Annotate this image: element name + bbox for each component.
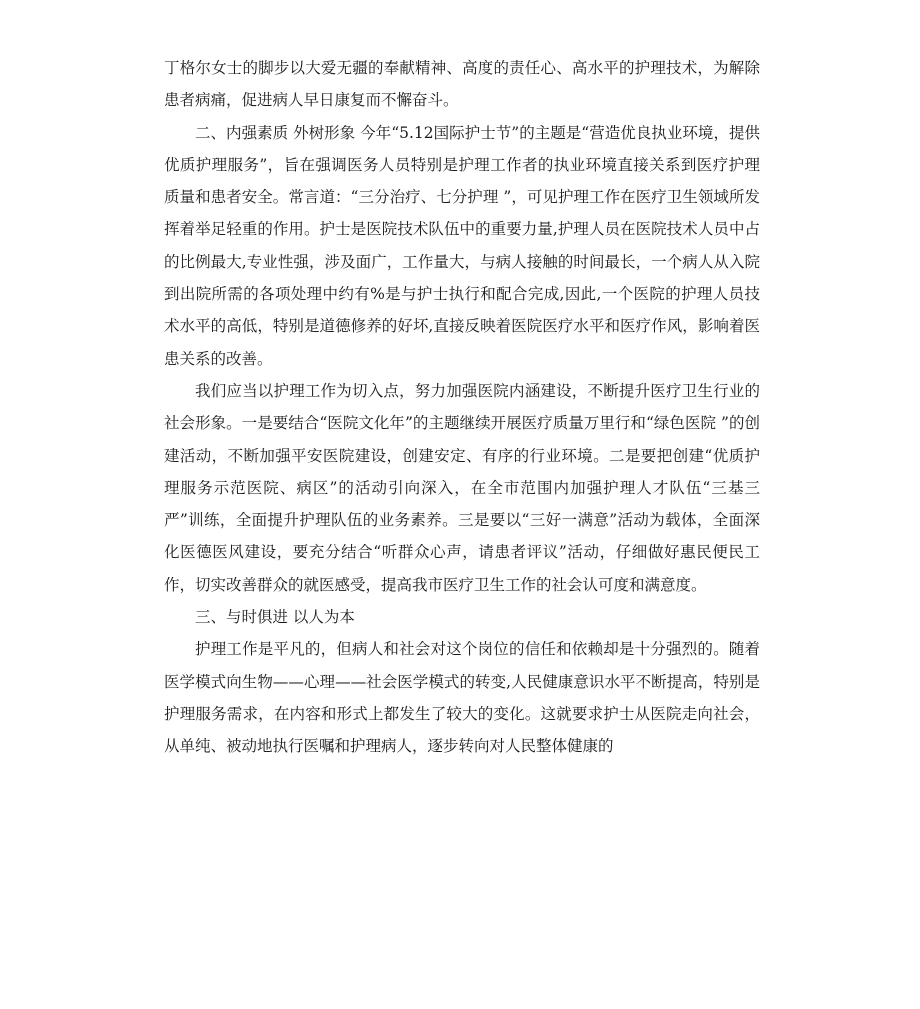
paragraph-section-three: 护理工作是平凡的，但病人和社会对这个岗位的信任和依赖却是十分强烈的。随着医学模式向生物——心理——社会医学模式的转变,人民健康意识水平不断提高，特别是护理服务需求，在内容和形式上都发生了较大的变化。这就要求护士从医院走向社会，从单纯、被动地执行医嘱和护理病人，逐步转向对人民整体健康的	[164, 640, 760, 756]
document-body	[164, 52, 760, 763]
paragraph-section-two: 二、内强素质 外树形象 今年“5.12国际护士节”的主题是“营造优良执业环境，提供优质护理服务”，旨在强调医务人员特别是护理工作者的执业环境直接关系到医疗护理质量和患者安全。常言道：“三分治疗、七分护理 ”，可见护理工作在医疗卫生领域所发挥着举足轻重的作用。护士是医院技术队伍中的重要力量,护理人员在医院技术人员中占的比例最大,专业性强，涉及面广，工作量大，与病人接触的时间最长，一个病人从入院到出院所需的各项处理中约有%是与护士执行和配合完成,因此,一个医院的护理人员技术水平的高低，特别是道德修养的好坏,直接反映着医院医疗水平和医疗作风，影响着医患关系的改善。	[164, 123, 760, 368]
paragraph-measures: 我们应当以护理工作为切入点，努力加强医院内涵建设，不断提升医疗卫生行业的社会形象。一是要结合“医院文化年”的主题继续开展医疗质量万里行和“绿色医院 ”的创建活动，不断加强平安医院建设，创建安定、有序的行业环境。二是要把创建“优质护理服务示范医院、病区”的活动引向深入，在全市范围内加强护理人才队伍“三基三严”训练，全面提升护理队伍的业务素养。三是要以“三好一满意”活动为载体，全面深化医德医风建设，要充分结合“听群众心声，请患者评议”活动，仔细做好惠民便民工作，切实改善群众的就医感受，提高我市医疗卫生工作的社会认可度和满意度。	[164, 381, 760, 594]
paragraph-continuation: 丁格尔女士的脚步以大爱无疆的奉献精神、高度的责任心、高水平的护理技术，为解除患者病痛，促进病人早日康复而不懈奋斗。	[164, 59, 760, 110]
section-heading-three: 三、与时俱进 以人为本	[195, 608, 355, 627]
